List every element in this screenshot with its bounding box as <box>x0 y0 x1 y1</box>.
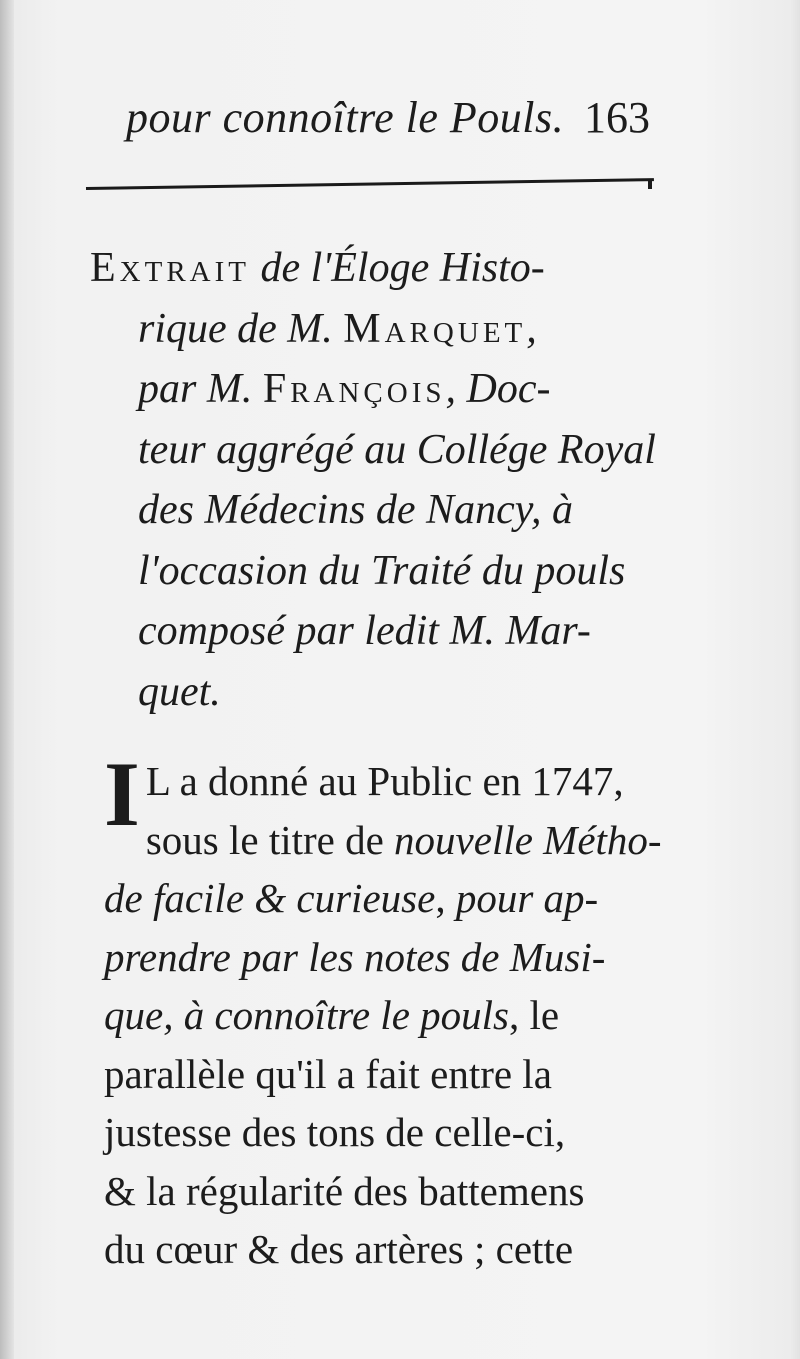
extract-line: des Médecins de Nancy, à <box>138 487 574 533</box>
header-rule-end <box>648 180 652 189</box>
extract-heading <box>90 238 690 722</box>
page-number: 163 <box>584 93 650 142</box>
extract-line: Extrait de l'Éloge Histo- <box>90 245 545 291</box>
extract-line: composé par ledit M. Mar- <box>138 608 591 654</box>
extract-line: teur aggrégé au Collége Royal <box>138 426 656 473</box>
extract-line: par M. François, Doc- <box>138 366 551 412</box>
body-paragraph <box>104 743 704 1279</box>
body-line: que, à connoître le pouls, le <box>104 992 560 1038</box>
drop-cap: I <box>104 743 140 845</box>
page-header <box>120 86 680 156</box>
body-line: L a donné au Public en 1747, <box>145 758 624 804</box>
body-line: de facile & curieuse, pour ap- <box>104 875 599 921</box>
body-line: justesse des tons de celle-ci, <box>104 1109 566 1155</box>
running-head: pour connoître le Pouls. <box>126 93 565 142</box>
extract-line: rique de M. Marquet, <box>138 305 537 352</box>
extract-line: quet. <box>138 668 221 715</box>
body-line: du cœur & des artères ; cette <box>104 1226 574 1272</box>
body-line: parallèle qu'il a fait entre la <box>104 1050 552 1097</box>
extract-line: l'occasion du Traité du pouls <box>138 547 626 594</box>
body-line: & la régularité des battemens <box>104 1167 585 1214</box>
header-rule <box>86 178 654 190</box>
body-line: sous le titre de nouvelle Métho- <box>145 816 662 863</box>
page-gutter <box>0 0 14 1359</box>
body-line: prendre par les notes de Musi- <box>104 933 606 980</box>
